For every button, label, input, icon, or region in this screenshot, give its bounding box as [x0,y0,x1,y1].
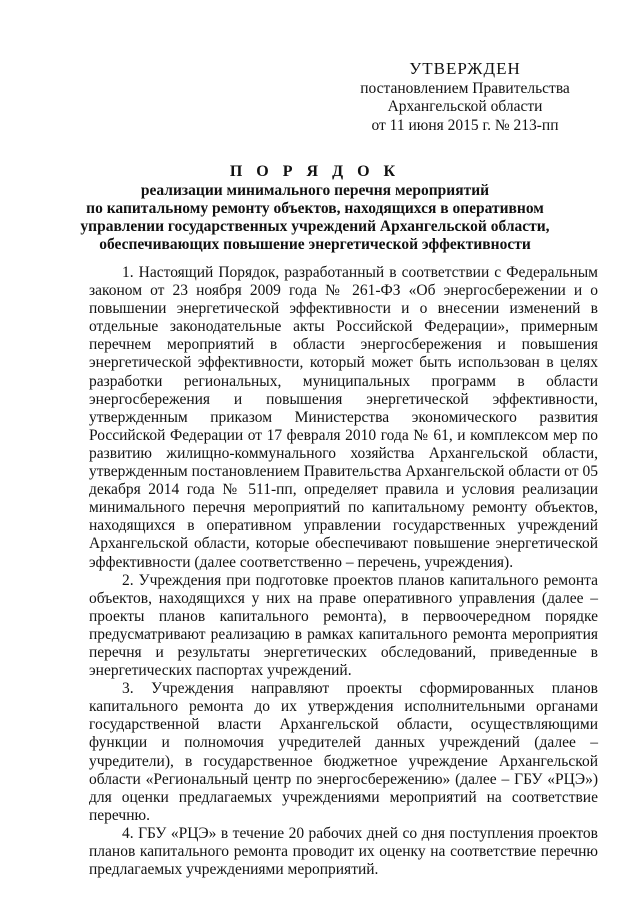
document-title: П О Р Я Д О К [229,163,401,180]
document-heading [80,163,550,254]
approval-line: постановлением Правительства [360,79,570,97]
approval-stamp: УТВЕРЖДЕН [409,59,521,78]
approval-line: от 11 июня 2015 г. № 213-пп [371,116,559,134]
document-subtitle-line: реализации минимального перечня мероприятий [140,182,490,199]
paragraph: 3. Учреждения направляют проекты сформированных планов капитального ремонта до их утверждения исполнительными органами государственной власти Архангельской области, осуществляющими функции и полномочия учредителей данных учреждений (далее – учредители), в государственное бюджетное учреждение Архангельской области «Региональный центр по энергосбережению» (далее – ГБУ «РЦЭ») для оценки предлагаемых учреждениями мероприятий на соответствие перечню. [89,680,598,824]
approval-line: Архангельской области [387,98,543,115]
document-body [89,264,598,879]
paragraph: 2. Учреждения при подготовке проектов планов капитального ремонта объектов, находящихся у них на праве оперативного управления (далее – проекты планов капитального ремонта), в первоочередном порядке предусматривают реализацию в рамках капитального ремонта мероприятия перечня и результаты энергетических обследований, приведенные в энергетических паспортах учреждений. [89,571,598,680]
approval-block [360,60,570,135]
document-subtitle-line: обеспечивающих повышение энергетической эффективности [99,236,531,253]
document-subtitle-line: управлении государственных учреждений Архангельской области, [80,218,550,235]
paragraph: 1. Настоящий Порядок, разработанный в соответствии с Федеральным законом от 23 ноября 2009 года № 261-ФЗ «Об энергосбережении и о повышении энергетической эффективности и о внесении изменений в отдельные законодательные акты Российской Федерации», примерным перечнем мероприятий в области энергосбережения и повышения энергетической эффективности, который может быть использован в целях разработки региональных, муниципальных программ в области энергосбережения и повышения энергетической эффективности, утвержденным приказом Министерства экономического развития Российской Федерации от 17 февраля 2010 года № 61, и комплексом мер по развитию жилищно-коммунального хозяйства Архангельской области, утвержденным постановлением Правительства Архангельской области от 05 декабря 2014 года № 511-пп, определяет правила и условия реализации минимального перечня мероприятий по капитальному ремонту объектов, находящихся в оперативном управлении государственных учреждений Архангельской области, которые обеспечивают повышение энергетической эффективности (далее соответственно – перечень, учреждения). [89,264,598,571]
document-subtitle-line: по капитальному ремонту объектов, находящихся в оперативном [86,200,544,217]
paragraph: 4. ГБУ «РЦЭ» в течение 20 рабочих дней со дня поступления проектов планов капитального ремонта проводит их оценку на соответствие перечню предлагаемых учреждениями мероприятий. [89,824,598,879]
